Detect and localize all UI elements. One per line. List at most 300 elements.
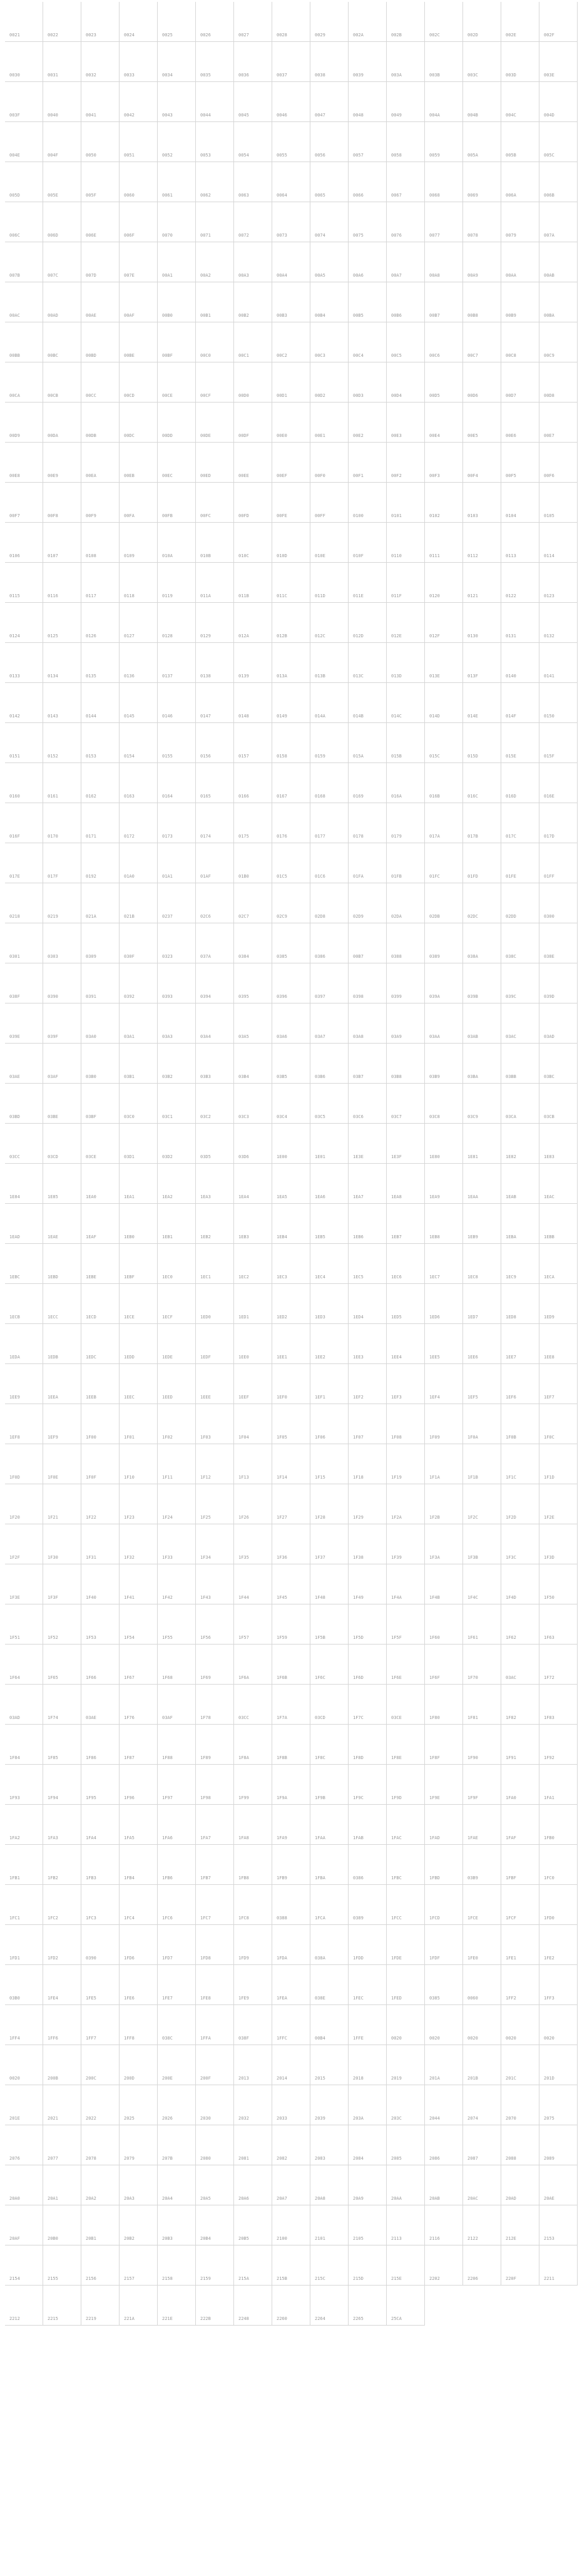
glyph-cell[interactable] [120,723,158,763]
glyph-cell[interactable] [81,1244,120,1284]
glyph-cell[interactable] [81,242,120,282]
glyph-cell[interactable] [81,643,120,683]
glyph-cell[interactable] [501,1885,539,1925]
glyph-cell[interactable] [310,1003,349,1044]
glyph-cell[interactable] [158,563,196,603]
glyph-cell[interactable] [463,2125,501,2165]
glyph-cell[interactable] [425,563,463,603]
glyph-cell[interactable] [196,1645,234,1685]
glyph-cell[interactable] [120,2286,158,2326]
glyph-cell[interactable] [120,362,158,403]
glyph-cell[interactable] [387,1044,425,1084]
glyph-cell[interactable] [349,1725,387,1765]
glyph-cell[interactable] [196,2,234,42]
glyph-cell[interactable] [310,1685,349,1725]
glyph-cell[interactable] [43,2045,81,2085]
glyph-cell[interactable] [425,2165,463,2205]
glyph-cell[interactable] [196,883,234,923]
glyph-cell[interactable] [43,1484,81,1524]
glyph-cell[interactable] [234,403,272,443]
glyph-cell[interactable] [81,1685,120,1725]
glyph-cell[interactable] [310,563,349,603]
glyph-cell[interactable] [310,1284,349,1324]
glyph-cell[interactable] [425,1484,463,1524]
glyph-cell[interactable] [463,1444,501,1484]
glyph-cell[interactable] [43,1685,81,1725]
glyph-cell[interactable] [196,1685,234,1725]
glyph-cell[interactable] [272,1084,310,1124]
glyph-cell[interactable] [387,2165,425,2205]
glyph-cell[interactable] [81,1284,120,1324]
glyph-cell[interactable] [5,1404,43,1444]
glyph-cell[interactable] [425,763,463,803]
glyph-cell[interactable] [310,763,349,803]
glyph-cell[interactable] [120,2,158,42]
glyph-cell[interactable] [81,843,120,883]
glyph-cell[interactable] [5,1124,43,1164]
glyph-cell[interactable] [310,1484,349,1524]
glyph-cell[interactable] [120,1484,158,1524]
glyph-cell[interactable] [196,603,234,643]
glyph-cell[interactable] [349,1845,387,1885]
glyph-cell[interactable] [349,1524,387,1564]
glyph-cell[interactable] [272,963,310,1003]
glyph-cell[interactable] [310,1645,349,1685]
glyph-cell[interactable] [463,483,501,523]
glyph-cell[interactable] [539,1404,578,1444]
glyph-cell[interactable] [43,1845,81,1885]
glyph-cell[interactable] [5,282,43,322]
glyph-cell[interactable] [43,883,81,923]
glyph-cell[interactable] [120,963,158,1003]
glyph-cell[interactable] [120,1564,158,1604]
glyph-cell[interactable] [539,803,578,843]
glyph-cell[interactable] [196,1444,234,1484]
glyph-cell[interactable] [81,122,120,162]
glyph-cell[interactable] [310,322,349,362]
glyph-cell[interactable] [463,403,501,443]
glyph-cell[interactable] [234,643,272,683]
glyph-cell[interactable] [81,2205,120,2245]
glyph-cell[interactable] [158,362,196,403]
glyph-cell[interactable] [349,2245,387,2286]
glyph-cell[interactable] [310,162,349,202]
glyph-cell[interactable] [196,42,234,82]
glyph-cell[interactable] [120,122,158,162]
glyph-cell[interactable] [501,443,539,483]
glyph-cell[interactable] [463,1324,501,1364]
glyph-cell[interactable] [387,643,425,683]
glyph-cell[interactable] [5,643,43,683]
glyph-cell[interactable] [272,1805,310,1845]
glyph-cell[interactable] [501,1044,539,1084]
glyph-cell[interactable] [272,883,310,923]
glyph-cell[interactable] [5,1484,43,1524]
glyph-cell[interactable] [463,82,501,122]
glyph-cell[interactable] [463,2005,501,2045]
glyph-cell[interactable] [539,202,578,242]
glyph-cell[interactable] [120,2045,158,2085]
glyph-cell[interactable] [501,162,539,202]
glyph-cell[interactable] [234,1685,272,1725]
glyph-cell[interactable] [310,523,349,563]
glyph-cell[interactable] [349,883,387,923]
glyph-cell[interactable] [425,523,463,563]
glyph-cell[interactable] [158,1404,196,1444]
glyph-cell[interactable] [463,1725,501,1765]
glyph-cell[interactable] [310,2245,349,2286]
glyph-cell[interactable] [81,1965,120,2005]
glyph-cell[interactable] [425,122,463,162]
glyph-cell[interactable] [425,883,463,923]
glyph-cell[interactable] [120,162,158,202]
glyph-cell[interactable] [501,723,539,763]
glyph-cell[interactable] [425,643,463,683]
glyph-cell[interactable] [463,2085,501,2125]
glyph-cell[interactable] [158,523,196,563]
glyph-cell[interactable] [120,803,158,843]
glyph-cell[interactable] [425,1925,463,1965]
glyph-cell[interactable] [310,2165,349,2205]
glyph-cell[interactable] [196,2245,234,2286]
glyph-cell[interactable] [81,1124,120,1164]
glyph-cell[interactable] [234,162,272,202]
glyph-cell[interactable] [81,1444,120,1484]
glyph-cell[interactable] [463,563,501,603]
glyph-cell[interactable] [120,1003,158,1044]
glyph-cell[interactable] [501,1444,539,1484]
glyph-cell[interactable] [310,603,349,643]
glyph-cell[interactable] [120,1604,158,1645]
glyph-cell[interactable] [5,1965,43,2005]
glyph-cell[interactable] [5,1364,43,1404]
glyph-cell[interactable] [81,1324,120,1364]
glyph-cell[interactable] [501,763,539,803]
glyph-cell[interactable] [272,2165,310,2205]
glyph-cell[interactable] [387,1645,425,1685]
glyph-cell[interactable] [234,1805,272,1845]
glyph-cell[interactable] [43,1805,81,1845]
glyph-cell[interactable] [425,1003,463,1044]
glyph-cell[interactable] [120,1524,158,1564]
glyph-cell[interactable] [349,643,387,683]
glyph-cell[interactable] [234,2205,272,2245]
glyph-cell[interactable] [539,1725,578,1765]
glyph-cell[interactable] [272,763,310,803]
glyph-cell[interactable] [539,1765,578,1805]
glyph-cell[interactable] [272,923,310,963]
glyph-cell[interactable] [501,923,539,963]
glyph-cell[interactable] [43,1765,81,1805]
glyph-cell[interactable] [463,923,501,963]
glyph-cell[interactable] [5,1204,43,1244]
glyph-cell[interactable] [349,403,387,443]
glyph-cell[interactable] [310,2005,349,2045]
glyph-cell[interactable] [463,1805,501,1845]
glyph-cell[interactable] [310,42,349,82]
glyph-cell[interactable] [234,523,272,563]
glyph-cell[interactable] [501,1685,539,1725]
glyph-cell[interactable] [310,282,349,322]
glyph-cell[interactable] [463,242,501,282]
glyph-cell[interactable] [43,1044,81,1084]
glyph-cell[interactable] [5,2,43,42]
glyph-cell[interactable] [349,162,387,202]
glyph-cell[interactable] [234,443,272,483]
glyph-cell[interactable] [310,1845,349,1885]
glyph-cell[interactable] [272,1564,310,1604]
glyph-cell[interactable] [234,82,272,122]
glyph-cell[interactable] [120,1244,158,1284]
glyph-cell[interactable] [349,1925,387,1965]
glyph-cell[interactable] [120,1044,158,1084]
glyph-cell[interactable] [196,202,234,242]
glyph-cell[interactable] [196,82,234,122]
glyph-cell[interactable] [539,563,578,603]
glyph-cell[interactable] [158,242,196,282]
glyph-cell[interactable] [196,1244,234,1284]
glyph-cell[interactable] [387,202,425,242]
glyph-cell[interactable] [387,1164,425,1204]
glyph-cell[interactable] [387,1364,425,1404]
glyph-cell[interactable] [539,1564,578,1604]
glyph-cell[interactable] [196,803,234,843]
glyph-cell[interactable] [5,1003,43,1044]
glyph-cell[interactable] [349,2045,387,2085]
glyph-cell[interactable] [120,763,158,803]
glyph-cell[interactable] [387,42,425,82]
glyph-cell[interactable] [5,1885,43,1925]
glyph-cell[interactable] [81,603,120,643]
glyph-cell[interactable] [5,603,43,643]
glyph-cell[interactable] [387,1885,425,1925]
glyph-cell[interactable] [196,1324,234,1364]
glyph-cell[interactable] [120,1324,158,1364]
glyph-cell[interactable] [196,1765,234,1805]
glyph-cell[interactable] [501,322,539,362]
glyph-cell[interactable] [81,683,120,723]
glyph-cell[interactable] [539,643,578,683]
glyph-cell[interactable] [387,1604,425,1645]
glyph-cell[interactable] [196,843,234,883]
glyph-cell[interactable] [425,603,463,643]
glyph-cell[interactable] [349,322,387,362]
glyph-cell[interactable] [387,1204,425,1244]
glyph-cell[interactable] [81,803,120,843]
glyph-cell[interactable] [43,1925,81,1965]
glyph-cell[interactable] [234,883,272,923]
glyph-cell[interactable] [81,2165,120,2205]
glyph-cell[interactable] [310,1324,349,1364]
glyph-cell[interactable] [43,282,81,322]
glyph-cell[interactable] [425,1284,463,1324]
glyph-cell[interactable] [349,1965,387,2005]
glyph-cell[interactable] [81,1725,120,1765]
glyph-cell[interactable] [81,1364,120,1404]
glyph-cell[interactable] [43,2005,81,2045]
glyph-cell[interactable] [310,2045,349,2085]
glyph-cell[interactable] [501,1845,539,1885]
glyph-cell[interactable] [349,202,387,242]
glyph-cell[interactable] [272,1404,310,1444]
glyph-cell[interactable] [81,202,120,242]
glyph-cell[interactable] [349,483,387,523]
glyph-cell[interactable] [158,322,196,362]
glyph-cell[interactable] [196,1564,234,1604]
glyph-cell[interactable] [158,162,196,202]
glyph-cell[interactable] [463,1244,501,1284]
glyph-cell[interactable] [196,2205,234,2245]
glyph-cell[interactable] [234,1204,272,1244]
glyph-cell[interactable] [158,763,196,803]
glyph-cell[interactable] [5,1044,43,1084]
glyph-cell[interactable] [539,1084,578,1124]
glyph-cell[interactable] [310,2125,349,2165]
glyph-cell[interactable] [501,1965,539,2005]
glyph-cell[interactable] [463,643,501,683]
glyph-cell[interactable] [5,162,43,202]
glyph-cell[interactable] [272,1284,310,1324]
glyph-cell[interactable] [539,1805,578,1845]
glyph-cell[interactable] [272,1003,310,1044]
glyph-cell[interactable] [501,1404,539,1444]
glyph-cell[interactable] [81,763,120,803]
glyph-cell[interactable] [349,443,387,483]
glyph-cell[interactable] [349,1805,387,1845]
glyph-cell[interactable] [387,1524,425,1564]
glyph-cell[interactable] [196,2125,234,2165]
glyph-cell[interactable] [81,42,120,82]
glyph-cell[interactable] [120,1404,158,1444]
glyph-cell[interactable] [539,2,578,42]
glyph-cell[interactable] [387,1765,425,1805]
glyph-cell[interactable] [196,2005,234,2045]
glyph-cell[interactable] [463,1765,501,1805]
glyph-cell[interactable] [196,1044,234,1084]
glyph-cell[interactable] [387,1404,425,1444]
glyph-cell[interactable] [387,923,425,963]
glyph-cell[interactable] [5,403,43,443]
glyph-cell[interactable] [349,2165,387,2205]
glyph-cell[interactable] [81,483,120,523]
glyph-cell[interactable] [43,683,81,723]
glyph-cell[interactable] [234,1564,272,1604]
glyph-cell[interactable] [234,1604,272,1645]
glyph-cell[interactable] [234,2045,272,2085]
glyph-cell[interactable] [158,2085,196,2125]
glyph-cell[interactable] [501,483,539,523]
glyph-cell[interactable] [43,2,81,42]
glyph-cell[interactable] [81,1604,120,1645]
glyph-cell[interactable] [81,1044,120,1084]
glyph-cell[interactable] [5,443,43,483]
glyph-cell[interactable] [43,403,81,443]
glyph-cell[interactable] [539,1845,578,1885]
glyph-cell[interactable] [387,1124,425,1164]
glyph-cell[interactable] [501,2245,539,2286]
glyph-cell[interactable] [272,1845,310,1885]
glyph-cell[interactable] [387,322,425,362]
glyph-cell[interactable] [463,1845,501,1885]
glyph-cell[interactable] [387,1324,425,1364]
glyph-cell[interactable] [272,162,310,202]
glyph-cell[interactable] [196,2165,234,2205]
glyph-cell[interactable] [539,483,578,523]
glyph-cell[interactable] [310,843,349,883]
glyph-cell[interactable] [272,1044,310,1084]
glyph-cell[interactable] [463,1885,501,1925]
glyph-cell[interactable] [272,1524,310,1564]
glyph-cell[interactable] [539,1003,578,1044]
glyph-cell[interactable] [234,1124,272,1164]
glyph-cell[interactable] [425,1364,463,1404]
glyph-cell[interactable] [43,2286,81,2326]
glyph-cell[interactable] [425,242,463,282]
glyph-cell[interactable] [196,1965,234,2005]
glyph-cell[interactable] [158,483,196,523]
glyph-cell[interactable] [196,2045,234,2085]
glyph-cell[interactable] [501,2,539,42]
glyph-cell[interactable] [501,1524,539,1564]
glyph-cell[interactable] [310,683,349,723]
glyph-cell[interactable] [120,282,158,322]
glyph-cell[interactable] [272,843,310,883]
glyph-cell[interactable] [234,1444,272,1484]
glyph-cell[interactable] [463,2,501,42]
glyph-cell[interactable] [349,82,387,122]
glyph-cell[interactable] [425,282,463,322]
glyph-cell[interactable] [234,282,272,322]
glyph-cell[interactable] [349,1484,387,1524]
glyph-cell[interactable] [387,763,425,803]
glyph-cell[interactable] [387,1244,425,1284]
glyph-cell[interactable] [43,803,81,843]
glyph-cell[interactable] [425,362,463,403]
glyph-cell[interactable] [43,1645,81,1685]
glyph-cell[interactable] [349,1444,387,1484]
glyph-cell[interactable] [387,1805,425,1845]
glyph-cell[interactable] [196,1524,234,1564]
glyph-cell[interactable] [43,1364,81,1404]
glyph-cell[interactable] [5,362,43,403]
glyph-cell[interactable] [120,1885,158,1925]
glyph-cell[interactable] [272,1765,310,1805]
glyph-cell[interactable] [387,1564,425,1604]
glyph-cell[interactable] [234,2005,272,2045]
glyph-cell[interactable] [120,2085,158,2125]
glyph-cell[interactable] [5,1444,43,1484]
glyph-cell[interactable] [81,1765,120,1805]
glyph-cell[interactable] [272,1244,310,1284]
glyph-cell[interactable] [349,1324,387,1364]
glyph-cell[interactable] [349,1244,387,1284]
glyph-cell[interactable] [234,1164,272,1204]
glyph-cell[interactable] [5,923,43,963]
glyph-cell[interactable] [310,1084,349,1124]
glyph-cell[interactable] [463,122,501,162]
glyph-cell[interactable] [196,563,234,603]
glyph-cell[interactable] [463,1484,501,1524]
glyph-cell[interactable] [272,403,310,443]
glyph-cell[interactable] [501,1925,539,1965]
glyph-cell[interactable] [5,1564,43,1604]
glyph-cell[interactable] [81,1564,120,1604]
glyph-cell[interactable] [120,1765,158,1805]
glyph-cell[interactable] [349,2125,387,2165]
glyph-cell[interactable] [196,483,234,523]
glyph-cell[interactable] [272,1925,310,1965]
glyph-cell[interactable] [120,42,158,82]
